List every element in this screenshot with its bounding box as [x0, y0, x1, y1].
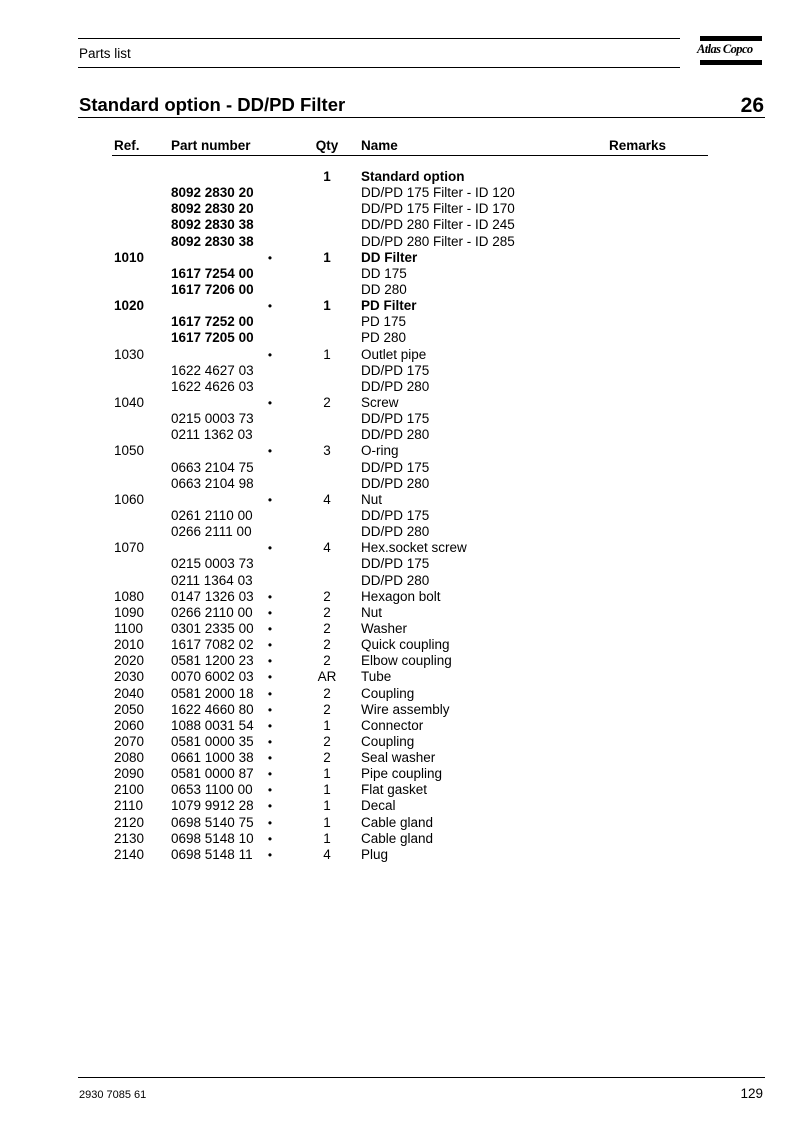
bullet-cell: •: [267, 718, 273, 733]
qty-cell: 1: [323, 346, 331, 362]
part-number-cell: 1622 4660 80: [171, 701, 254, 717]
table-row: [0, 250, 800, 266]
name-cell: Cable gland: [361, 830, 434, 846]
table-row: [0, 314, 800, 330]
table-row: [0, 379, 800, 395]
name-cell: Nut: [361, 604, 383, 620]
part-number-cell: 0653 1100 00: [171, 782, 253, 798]
name-cell: Flat gasket: [361, 782, 428, 798]
table-row: [0, 621, 800, 637]
ref-cell: 1080: [114, 588, 145, 604]
table-row: [0, 605, 800, 621]
name-cell: O-ring: [361, 443, 399, 459]
ref-cell: 2130: [114, 830, 145, 846]
part-number-cell: 0581 0000 87: [171, 766, 254, 782]
table-row: [0, 492, 800, 508]
part-number-cell: 8092 2830 38: [171, 217, 254, 233]
bullet-cell: •: [267, 605, 273, 620]
qty-cell: 2: [323, 637, 331, 653]
qty-cell: 2: [323, 620, 331, 636]
bullet-cell: •: [267, 831, 273, 846]
document-number: 2930 7085 61: [79, 1089, 147, 1101]
part-number-cell: 8092 2830 20: [171, 185, 254, 201]
bullet-cell: •: [267, 541, 273, 556]
table-row: [0, 266, 800, 282]
ref-cell: 2140: [114, 846, 145, 862]
page-number: 129: [740, 1086, 763, 1101]
name-cell: Cable gland: [361, 814, 434, 830]
qty-cell: 1: [323, 249, 331, 265]
part-number-cell: 0698 5148 11: [171, 846, 253, 862]
bullet-cell: •: [267, 347, 273, 362]
part-number-cell: 0070 6002 03: [171, 669, 254, 685]
table-row: [0, 363, 800, 379]
header-label: Parts list: [79, 46, 131, 61]
ref-cell: 2080: [114, 750, 145, 766]
ref-cell: 2010: [114, 637, 145, 653]
table-row: [0, 298, 800, 314]
brand-logo: [697, 36, 762, 66]
part-number-cell: 1617 7254 00: [171, 265, 254, 281]
name-cell: DD Filter: [361, 249, 418, 265]
ref-cell: 1060: [114, 491, 145, 507]
part-number-cell: 0663 2104 75: [171, 459, 254, 475]
qty-cell: 2: [323, 588, 331, 604]
name-cell: Decal: [361, 798, 396, 814]
ref-cell: 2020: [114, 653, 145, 669]
bullet-cell: •: [267, 751, 273, 766]
parts-table-body: [0, 169, 800, 863]
part-number-cell: 8092 2830 20: [171, 201, 254, 217]
table-row: [0, 798, 800, 814]
table-row: [0, 395, 800, 411]
part-number-cell: 1088 0031 54: [171, 717, 254, 733]
ref-cell: 2040: [114, 685, 145, 701]
qty-cell: 1: [323, 830, 331, 846]
part-number-cell: 0215 0003 73: [171, 556, 254, 572]
qty-cell: 2: [323, 604, 331, 620]
table-row: [0, 653, 800, 669]
table-row: [0, 508, 800, 524]
ref-cell: 2050: [114, 701, 145, 717]
qty-cell: 1: [323, 298, 331, 314]
bullet-cell: •: [267, 686, 273, 701]
part-number-cell: 0661 1000 38: [171, 750, 254, 766]
table-row: [0, 427, 800, 443]
ref-cell: 1040: [114, 394, 145, 410]
table-row: [0, 847, 800, 863]
table-row: [0, 686, 800, 702]
qty-cell: 4: [323, 540, 331, 556]
ref-cell: 2070: [114, 733, 145, 749]
name-cell: Plug: [361, 846, 389, 862]
part-number-cell: 0147 1326 03: [171, 588, 254, 604]
table-row: [0, 185, 800, 201]
name-cell: Seal washer: [361, 750, 436, 766]
name-cell: Standard option: [361, 169, 465, 184]
header-rule-top: [78, 38, 680, 39]
name-cell: DD/PD 280 Filter - ID 245: [361, 217, 515, 233]
name-cell: PD 280: [361, 330, 407, 346]
table-row: [0, 411, 800, 427]
bullet-cell: •: [267, 654, 273, 669]
name-cell: PD Filter: [361, 298, 417, 314]
ref-cell: 2120: [114, 814, 145, 830]
bullet-cell: •: [267, 589, 273, 604]
part-number-cell: 0266 2110 00: [171, 604, 253, 620]
table-row: [0, 556, 800, 572]
ref-cell: 2060: [114, 717, 145, 733]
bullet-cell: •: [267, 670, 273, 685]
part-number-cell: 0698 5140 75: [171, 814, 254, 830]
name-cell: DD/PD 175: [361, 411, 430, 427]
part-number-cell: 1079 9912 28: [171, 798, 254, 814]
column-header-qty: Qty: [315, 138, 339, 153]
bullet-cell: •: [267, 395, 273, 410]
table-row: [0, 702, 800, 718]
ref-cell: 1100: [114, 620, 144, 636]
table-row: [0, 347, 800, 363]
bullet-cell: •: [267, 621, 273, 636]
table-row: [0, 540, 800, 556]
name-cell: DD/PD 175 Filter - ID 170: [361, 201, 515, 217]
name-cell: Tube: [361, 669, 392, 685]
name-cell: Pipe coupling: [361, 766, 443, 782]
table-row: [0, 217, 800, 233]
name-cell: DD/PD 280: [361, 475, 430, 491]
name-cell: DD 280: [361, 281, 407, 297]
qty-cell: 2: [323, 750, 331, 766]
part-number-cell: 1622 4626 03: [171, 378, 254, 394]
table-row: [0, 815, 800, 831]
qty-cell: 1: [323, 169, 331, 184]
section-title: Standard option - DD/PD Filter: [79, 94, 346, 115]
table-row: [0, 330, 800, 346]
name-cell: Quick coupling: [361, 637, 450, 653]
bullet-cell: •: [267, 783, 273, 798]
ref-cell: 1010: [114, 249, 145, 265]
name-cell: Hexagon bolt: [361, 588, 441, 604]
bullet-cell: •: [267, 734, 273, 749]
ref-cell: 1090: [114, 604, 145, 620]
bullet-cell: •: [267, 799, 273, 814]
name-cell: Wire assembly: [361, 701, 450, 717]
part-number-cell: 0698 5148 10: [171, 830, 254, 846]
qty-cell: 2: [323, 653, 331, 669]
ref-cell: 2110: [114, 798, 144, 814]
name-cell: DD/PD 175 Filter - ID 120: [361, 185, 515, 201]
part-number-cell: 0581 0000 35: [171, 733, 254, 749]
qty-cell: 4: [323, 491, 331, 507]
part-number-cell: 0211 1362 03: [171, 427, 253, 443]
ref-cell: 1050: [114, 443, 145, 459]
part-number-cell: 0663 2104 98: [171, 475, 254, 491]
qty-cell: 1: [323, 782, 331, 798]
parts-table-header: [0, 138, 800, 156]
qty-cell: 2: [323, 394, 331, 410]
ref-cell: 2100: [114, 782, 145, 798]
column-header-name: Name: [361, 138, 398, 153]
table-row: [0, 734, 800, 750]
part-number-cell: 0301 2335 00: [171, 620, 254, 636]
column-header-part-number: Part number: [171, 138, 251, 153]
table-row: [0, 201, 800, 217]
name-cell: Washer: [361, 620, 408, 636]
column-header-ref: Ref.: [114, 138, 140, 153]
table-row: [0, 234, 800, 250]
logo-bar-top: [700, 36, 762, 41]
table-row: [0, 637, 800, 653]
name-cell: DD/PD 175: [361, 556, 430, 572]
section-number: 26: [740, 94, 764, 117]
qty-cell: 1: [323, 814, 331, 830]
qty-cell: 2: [323, 685, 331, 701]
logo-bar-bottom: [700, 60, 762, 65]
table-row: [0, 282, 800, 298]
table-row: [0, 524, 800, 540]
name-cell: DD/PD 280: [361, 427, 430, 443]
table-row: [0, 718, 800, 734]
part-number-cell: 0215 0003 73: [171, 411, 254, 427]
table-row: [0, 573, 800, 589]
name-cell: Coupling: [361, 733, 415, 749]
bullet-cell: •: [267, 847, 273, 862]
name-cell: Hex.socket screw: [361, 540, 467, 556]
qty-cell: 1: [323, 766, 331, 782]
logo-wordmark: Atlas Copco: [697, 42, 753, 56]
name-cell: DD/PD 175: [361, 362, 430, 378]
part-number-cell: 1617 7252 00: [171, 314, 254, 330]
name-cell: DD/PD 280 Filter - ID 285: [361, 233, 515, 249]
ref-cell: 1020: [114, 298, 145, 314]
table-row: [0, 476, 800, 492]
ref-cell: 1070: [114, 540, 145, 556]
table-row: [0, 669, 800, 685]
name-cell: Connector: [361, 717, 424, 733]
qty-cell: 1: [323, 717, 331, 733]
column-header-remarks: Remarks: [609, 138, 667, 153]
ref-cell: 1030: [114, 346, 145, 362]
table-row: [0, 443, 800, 459]
name-cell: Outlet pipe: [361, 346, 427, 362]
bullet-cell: •: [267, 492, 273, 507]
qty-cell: 2: [323, 701, 331, 717]
part-number-cell: 8092 2830 38: [171, 233, 254, 249]
name-cell: DD/PD 175: [361, 507, 430, 523]
part-number-cell: 1617 7205 00: [171, 330, 254, 346]
bullet-cell: •: [267, 702, 273, 717]
header-rule-bottom: [78, 67, 680, 68]
bullet-cell: •: [267, 767, 273, 782]
qty-cell: 2: [323, 733, 331, 749]
table-row: [0, 460, 800, 476]
name-cell: DD/PD 175: [361, 459, 430, 475]
table-row: [0, 589, 800, 605]
qty-cell: 4: [323, 846, 331, 862]
footer-rule: [78, 1077, 765, 1078]
name-cell: DD/PD 280: [361, 378, 430, 394]
bullet-cell: •: [267, 638, 273, 653]
bullet-cell: •: [267, 299, 273, 314]
part-number-cell: 0581 2000 18: [171, 685, 254, 701]
part-number-cell: 1617 7206 00: [171, 281, 254, 297]
name-cell: DD 175: [361, 265, 407, 281]
qty-cell: AR: [317, 669, 337, 685]
table-header-rule: [112, 155, 708, 156]
part-number-cell: 1617 7082 02: [171, 637, 254, 653]
qty-cell: 1: [323, 798, 331, 814]
table-row: [0, 782, 800, 798]
name-cell: Elbow coupling: [361, 653, 452, 669]
table-row: [0, 750, 800, 766]
table-row: [0, 766, 800, 782]
part-number-cell: 0581 1200 23: [171, 653, 254, 669]
table-row: [0, 831, 800, 847]
table-row: [0, 169, 800, 185]
part-number-cell: 0266 2111 00: [171, 524, 252, 540]
ref-cell: 2090: [114, 766, 145, 782]
bullet-cell: •: [267, 815, 273, 830]
name-cell: Nut: [361, 491, 383, 507]
bullet-cell: •: [267, 250, 273, 265]
part-number-cell: 1622 4627 03: [171, 362, 254, 378]
part-number-cell: 0261 2110 00: [171, 507, 253, 523]
part-number-cell: 0211 1364 03: [171, 572, 253, 588]
title-rule: [78, 117, 765, 118]
name-cell: PD 175: [361, 314, 407, 330]
qty-cell: 3: [323, 443, 331, 459]
name-cell: DD/PD 280: [361, 572, 430, 588]
name-cell: DD/PD 280: [361, 524, 430, 540]
ref-cell: 2030: [114, 669, 145, 685]
bullet-cell: •: [267, 444, 273, 459]
name-cell: Coupling: [361, 685, 415, 701]
name-cell: Screw: [361, 394, 399, 410]
